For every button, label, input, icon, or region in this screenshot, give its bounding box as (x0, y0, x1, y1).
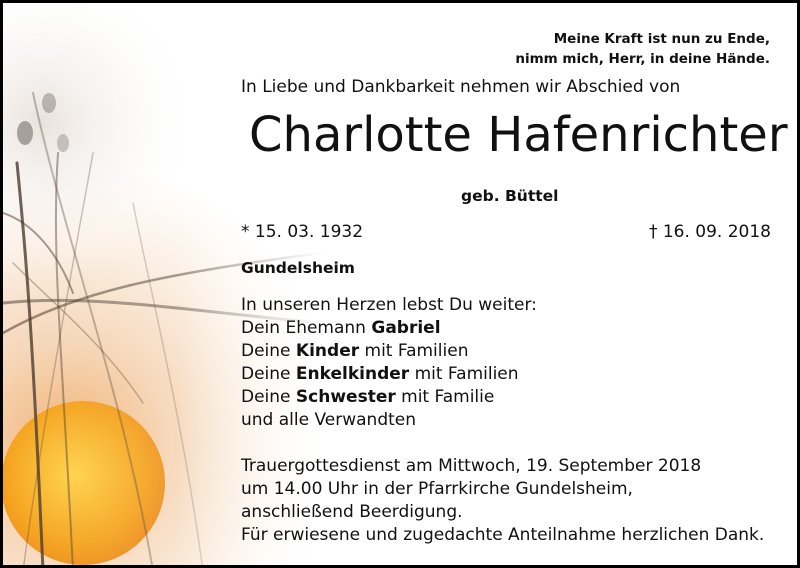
mourner-line (241, 386, 537, 409)
service-line-2: um 14.00 Uhr in der Pfarrkirche Gundelsheim, (241, 479, 633, 499)
death-date: † 16. 09. 2018 (648, 222, 771, 242)
motto-verse (515, 29, 770, 69)
mourner-name: Schwester (295, 387, 396, 407)
maiden-name: geb. Büttel (461, 187, 559, 205)
mourner-relation: Deine (241, 341, 296, 361)
mourner-name: Gabriel (371, 318, 441, 338)
place-name: Gundelsheim (241, 259, 355, 277)
mourner-relation: Dein Ehemann (241, 318, 372, 338)
mourner-name: Kinder (295, 341, 360, 361)
mourner-suffix: mit Familien (359, 341, 469, 361)
mourner-name: Enkelkinder (295, 364, 410, 384)
motto-line-2: nimm mich, Herr, in deine Hände. (515, 51, 770, 67)
birth-date: * 15. 03. 1932 (241, 222, 364, 242)
mourner-line (241, 363, 537, 386)
mourners-closing: und alle Verwandten (241, 410, 417, 430)
mourner-relation: Deine (241, 387, 296, 407)
mourner-suffix: mit Familie (395, 387, 495, 407)
motto-line-1: Meine Kraft ist nun zu Ende, (553, 31, 770, 47)
mourner-suffix: mit Familien (409, 364, 519, 384)
mourner-line (241, 317, 537, 340)
mourners-intro: In unseren Herzen lebst Du weiter: (241, 295, 537, 315)
thanks-line: Für erwiesene und zugedachte Anteilnahme herzlichen Dank. (241, 525, 765, 545)
service-line-3: anschließend Beerdigung. (241, 502, 463, 522)
service-line-1: Trauergottesdienst am Mittwoch, 19. September 2018 (241, 456, 702, 476)
mourner-relation: Deine (241, 364, 296, 384)
intro-line: In Liebe und Dankbarkeit nehmen wir Abschied von (241, 77, 681, 97)
funeral-service-info (241, 455, 764, 547)
deceased-name: Charlotte Hafenrichter (249, 107, 788, 163)
mourners-list (241, 294, 537, 432)
mourner-line (241, 340, 537, 363)
